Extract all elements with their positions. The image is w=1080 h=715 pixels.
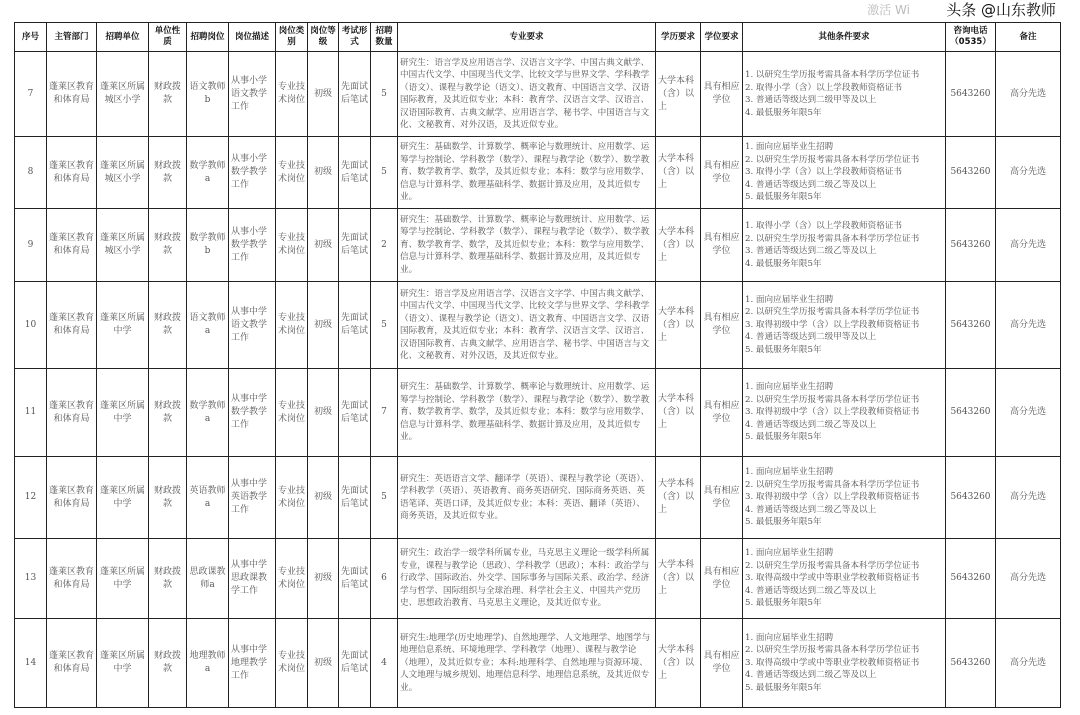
column-header: 考试形式 [339,23,371,52]
exam-format-cell: 先面试后笔试 [339,457,371,539]
remarks-cell: 高分先选 [996,137,1061,209]
table-row [15,369,1061,457]
phone-cell: 5643260 [946,282,996,369]
column-header: 岗位描述 [229,23,276,52]
exam-format-cell: 先面试后笔试 [339,209,371,282]
education-requirement-cell: 大学本科（含）以上 [656,282,701,369]
major-requirements-cell: 研究生：基础数学、计算数学、概率论与数理统计、应用数学、运筹学与控制论、学科教学（数学）、课程与教学论（数学）、数学教育、数学教育学、数学，及其近似专业；本科：数学与应用数学、信息与计算科学、数理基础科学、数据计算及应用，及其近似专业。 [398,209,656,282]
department-cell: 蓬莱区教育和体育局 [47,619,97,708]
education-requirement-cell: 大学本科（含）以上 [656,457,701,539]
hiring-unit-cell: 蓬莱区所属城区小学 [97,137,149,209]
column-header: 招聘岗位 [187,23,229,52]
remarks-cell: 高分先选 [996,209,1061,282]
activation-overlay-text: 激活 Wi [867,3,910,17]
department-cell: 蓬莱区教育和体育局 [47,209,97,282]
major-requirements-cell: 研究生：政治学一级学科所属专业，马克思主义理论一级学科所属专业，课程与教学论（思政）、学科教学（思政）；本科：政治学与行政学、国际政治、外交学、国际事务与国际关系、政治学、经济学与哲学、国际组织与全球治理、科学社会主义、中国共产党历史、思想政治教育、马克思主义理论，及其近似专业。 [398,539,656,619]
position-category-cell: 专业技术岗位 [276,282,308,369]
recruitment-table [14,22,1061,708]
degree-requirement-cell: 具有相应学位 [701,619,743,708]
phone-cell: 5643260 [946,369,996,457]
position-description-cell: 从事小学语文教学工作 [229,52,276,137]
position-cell: 数学教师a [187,137,229,209]
hiring-count-cell: 7 [371,369,398,457]
other-conditions-cell: 1. 面向应届毕业生招聘 2. 以研究生学历报考需具备本科学历学位证书 3. 取得初级中学（含）以上学段教师资格证书 4. 普通话等级达到二级甲等及以上 5. 最低服务年限5年 [743,282,946,369]
hiring-unit-cell: 蓬莱区所属中学 [97,369,149,457]
row-number-cell: 8 [15,137,47,209]
position-category-cell: 专业技术岗位 [276,539,308,619]
column-header: 专业要求 [398,23,656,52]
remarks-cell: 高分先选 [996,369,1061,457]
row-number-cell: 13 [15,539,47,619]
degree-requirement-cell: 具有相应学位 [701,137,743,209]
column-header: 咨询电话（0535） [946,23,996,52]
unit-nature-cell: 财政拨款 [149,619,187,708]
hiring-count-cell: 5 [371,52,398,137]
hiring-count-cell: 2 [371,209,398,282]
position-category-cell: 专业技术岗位 [276,52,308,137]
major-requirements-cell: 研究生:地理学(历史地理学)、自然地理学、人文地理学、地图学与地理信息系统、环境地理学、学科教学（地理）、课程与教学论（地理），及其近似专业；本科:地理科学、自然地理与资源环境、人文地理与城乡规划、地理信息科学、地理信息系统，及其近似专业。 [398,619,656,708]
major-requirements-cell: 研究生：语言学及应用语言学、汉语言文字学、中国古典文献学、中国古代文学、中国现当代文学、比较文学与世界文学、学科教学（语文）、课程与教学论（语文）、语文教育、中国语言文学、汉语国际教育，及其近似专业；本科：教育学、汉语言文学、汉语言、汉语国际教育、古典文献学、应用语言学、秘书学、中国语言与文化、文秘教育、对外汉语，及其近似专业。 [398,282,656,369]
exam-format-cell: 先面试后笔试 [339,282,371,369]
other-conditions-cell: 1. 面向应届毕业生招聘 2. 以研究生学历报考需具备本科学历学位证书 3. 取得初级中学（含）以上学段教师资格证书 4. 普通话等级达到二级乙等及以上 5. 最低服务年限5年 [743,457,946,539]
department-cell: 蓬莱区教育和体育局 [47,137,97,209]
table-row [15,52,1061,137]
position-cell: 数学教师b [187,209,229,282]
position-description-cell: 从事中学思政课教学工作 [229,539,276,619]
position-category-cell: 专业技术岗位 [276,209,308,282]
hiring-count-cell: 6 [371,539,398,619]
position-level-cell: 初级 [308,209,339,282]
phone-cell: 5643260 [946,457,996,539]
watermark: 头条 @山东教师 [942,1,1060,20]
hiring-unit-cell: 蓬莱区所属中学 [97,282,149,369]
column-header: 备注 [996,23,1061,52]
position-cell: 数学教师a [187,369,229,457]
column-header: 招聘单位 [97,23,149,52]
column-header: 岗位等级 [308,23,339,52]
hiring-unit-cell: 蓬莱区所属城区小学 [97,52,149,137]
position-cell: 英语教师a [187,457,229,539]
position-cell: 地理教师a [187,619,229,708]
remarks-cell: 高分先选 [996,52,1061,137]
unit-nature-cell: 财政拨款 [149,209,187,282]
other-conditions-cell: 1. 取得小学（含）以上学段教师资格证书 2. 以研究生学历报考需具备本科学历学位证书 3. 普通话等级达到二级乙等及以上 4. 最低服务年限5年 [743,209,946,282]
remarks-cell: 高分先选 [996,457,1061,539]
degree-requirement-cell: 具有相应学位 [701,457,743,539]
exam-format-cell: 先面试后笔试 [339,539,371,619]
education-requirement-cell: 大学本科（含）以上 [656,209,701,282]
position-level-cell: 初级 [308,619,339,708]
position-level-cell: 初级 [308,52,339,137]
education-requirement-cell: 大学本科（含）以上 [656,539,701,619]
department-cell: 蓬莱区教育和体育局 [47,539,97,619]
other-conditions-cell: 1. 面向应届毕业生招聘 2. 以研究生学历报考需具备本科学历学位证书 3. 取得高级中学或中等职业学校教师资格证书 4. 普通话等级达到二级乙等及以上 5. 最低服务年限5年 [743,539,946,619]
remarks-cell: 高分先选 [996,539,1061,619]
degree-requirement-cell: 具有相应学位 [701,209,743,282]
major-requirements-cell: 研究生：基础数学、计算数学、概率论与数理统计、应用数学、运筹学与控制论、学科教学（数学）、课程与教学论（数学）、数学教育、数学教育学、数学，及其近似专业；本科：数学与应用数学、信息与计算科学、数理基础科学、数据计算及应用，及其近似专业。 [398,137,656,209]
column-header: 主管部门 [47,23,97,52]
unit-nature-cell: 财政拨款 [149,539,187,619]
hiring-unit-cell: 蓬莱区所属中学 [97,619,149,708]
education-requirement-cell: 大学本科（含）以上 [656,52,701,137]
position-category-cell: 专业技术岗位 [276,137,308,209]
position-level-cell: 初级 [308,282,339,369]
department-cell: 蓬莱区教育和体育局 [47,52,97,137]
other-conditions-cell: 1. 以研究生学历报考需具备本科学历学位证书 2. 取得小学（含）以上学段教师资格证书 3. 普通话等级达到二级甲等及以上 4. 最低服务年限5年 [743,52,946,137]
table-row [15,137,1061,209]
hiring-count-cell: 4 [371,619,398,708]
education-requirement-cell: 大学本科（含）以上 [656,369,701,457]
position-description-cell: 从事小学数学教学工作 [229,137,276,209]
hiring-count-cell: 5 [371,282,398,369]
position-description-cell: 从事中学英语教学工作 [229,457,276,539]
education-requirement-cell: 大学本科（含）以上 [656,137,701,209]
position-level-cell: 初级 [308,457,339,539]
position-cell: 思政课教师a [187,539,229,619]
column-header: 学历要求 [656,23,701,52]
position-level-cell: 初级 [308,539,339,619]
degree-requirement-cell: 具有相应学位 [701,369,743,457]
exam-format-cell: 先面试后笔试 [339,137,371,209]
unit-nature-cell: 财政拨款 [149,369,187,457]
column-header: 招聘数量 [371,23,398,52]
unit-nature-cell: 财政拨款 [149,282,187,369]
column-header: 岗位类别 [276,23,308,52]
table-row [15,457,1061,539]
exam-format-cell: 先面试后笔试 [339,369,371,457]
header-row [15,23,1061,52]
row-number-cell: 7 [15,52,47,137]
row-number-cell: 11 [15,369,47,457]
table-row [15,539,1061,619]
column-header: 学位要求 [701,23,743,52]
phone-cell: 5643260 [946,539,996,619]
remarks-cell: 高分先选 [996,619,1061,708]
unit-nature-cell: 财政拨款 [149,52,187,137]
position-level-cell: 初级 [308,137,339,209]
row-number-cell: 10 [15,282,47,369]
degree-requirement-cell: 具有相应学位 [701,282,743,369]
table-row [15,619,1061,708]
department-cell: 蓬莱区教育和体育局 [47,369,97,457]
phone-cell: 5643260 [946,137,996,209]
major-requirements-cell: 研究生：英语语言文学、翻译学（英语）、课程与教学论（英语）、学科教学（英语）、英语教育、商务英语研究、国际商务英语、英语笔译、英语口译，及其近似专业；本科：英语、翻译（英语）、商务英语，及其近似专业。 [398,457,656,539]
position-description-cell: 从事中学地理教学工作 [229,619,276,708]
position-cell: 语文教师b [187,52,229,137]
exam-format-cell: 先面试后笔试 [339,619,371,708]
hiring-unit-cell: 蓬莱区所属中学 [97,539,149,619]
row-number-cell: 12 [15,457,47,539]
other-conditions-cell: 1. 面向应届毕业生招聘 2. 以研究生学历报考需具备本科学历学位证书 3. 取得高级中学或中等职业学校教师资格证书 4. 普通话等级达到二级乙等及以上 5. 最低服务年限5年 [743,619,946,708]
position-category-cell: 专业技术岗位 [276,457,308,539]
exam-format-cell: 先面试后笔试 [339,52,371,137]
hiring-unit-cell: 蓬莱区所属城区小学 [97,209,149,282]
major-requirements-cell: 研究生：语言学及应用语言学、汉语言文字学、中国古典文献学、中国古代文学、中国现当代文学、比较文学与世界文学、学科教学（语文）、课程与教学论（语文）、语文教育、中国语言文学、汉语国际教育，及其近似专业；本科：教育学、汉语言文学、汉语言、汉语国际教育、古典文献学、应用语言学、秘书学、中国语言与文化、文秘教育、对外汉语，及其近似专业。 [398,52,656,137]
major-requirements-cell: 研究生：基础数学、计算数学、概率论与数理统计、应用数学、运筹学与控制论、学科教学（数学）、课程与教学论（数学）、数学教育、数学教育学、数学，及其近似专业；本科：数学与应用数学、信息与计算科学、数理基础科学、数据计算及应用，及其近似专业。 [398,369,656,457]
phone-cell: 5643260 [946,619,996,708]
row-number-cell: 14 [15,619,47,708]
hiring-count-cell: 5 [371,137,398,209]
table-row [15,209,1061,282]
hiring-count-cell: 5 [371,457,398,539]
position-description-cell: 从事小学数学教学工作 [229,209,276,282]
unit-nature-cell: 财政拨款 [149,457,187,539]
hiring-unit-cell: 蓬莱区所属中学 [97,457,149,539]
position-level-cell: 初级 [308,369,339,457]
column-header: 其他条件要求 [743,23,946,52]
unit-nature-cell: 财政拨款 [149,137,187,209]
other-conditions-cell: 1. 面向应届毕业生招聘 2. 以研究生学历报考需具备本科学历学位证书 3. 取得小学（含）以上学段教师资格证书 4. 普通话等级达到二级乙等及以上 5. 最低服务年限5年 [743,137,946,209]
department-cell: 蓬莱区教育和体育局 [47,457,97,539]
education-requirement-cell: 大学本科（含）以上 [656,619,701,708]
position-cell: 语文教师a [187,282,229,369]
column-header: 单位性质 [149,23,187,52]
department-cell: 蓬莱区教育和体育局 [47,282,97,369]
other-conditions-cell: 1. 面向应届毕业生招聘 2. 以研究生学历报考需具备本科学历学位证书 3. 取得初级中学（含）以上学段教师资格证书 4. 普通话等级达到二级乙等及以上 5. 最低服务年限5年 [743,369,946,457]
degree-requirement-cell: 具有相应学位 [701,52,743,137]
position-description-cell: 从事中学数学教学工作 [229,369,276,457]
degree-requirement-cell: 具有相应学位 [701,539,743,619]
table-row [15,282,1061,369]
remarks-cell: 高分先选 [996,282,1061,369]
position-description-cell: 从事中学语文教学工作 [229,282,276,369]
phone-cell: 5643260 [946,52,996,137]
position-category-cell: 专业技术岗位 [276,619,308,708]
phone-cell: 5643260 [946,209,996,282]
position-category-cell: 专业技术岗位 [276,369,308,457]
column-header: 序号 [15,23,47,52]
row-number-cell: 9 [15,209,47,282]
